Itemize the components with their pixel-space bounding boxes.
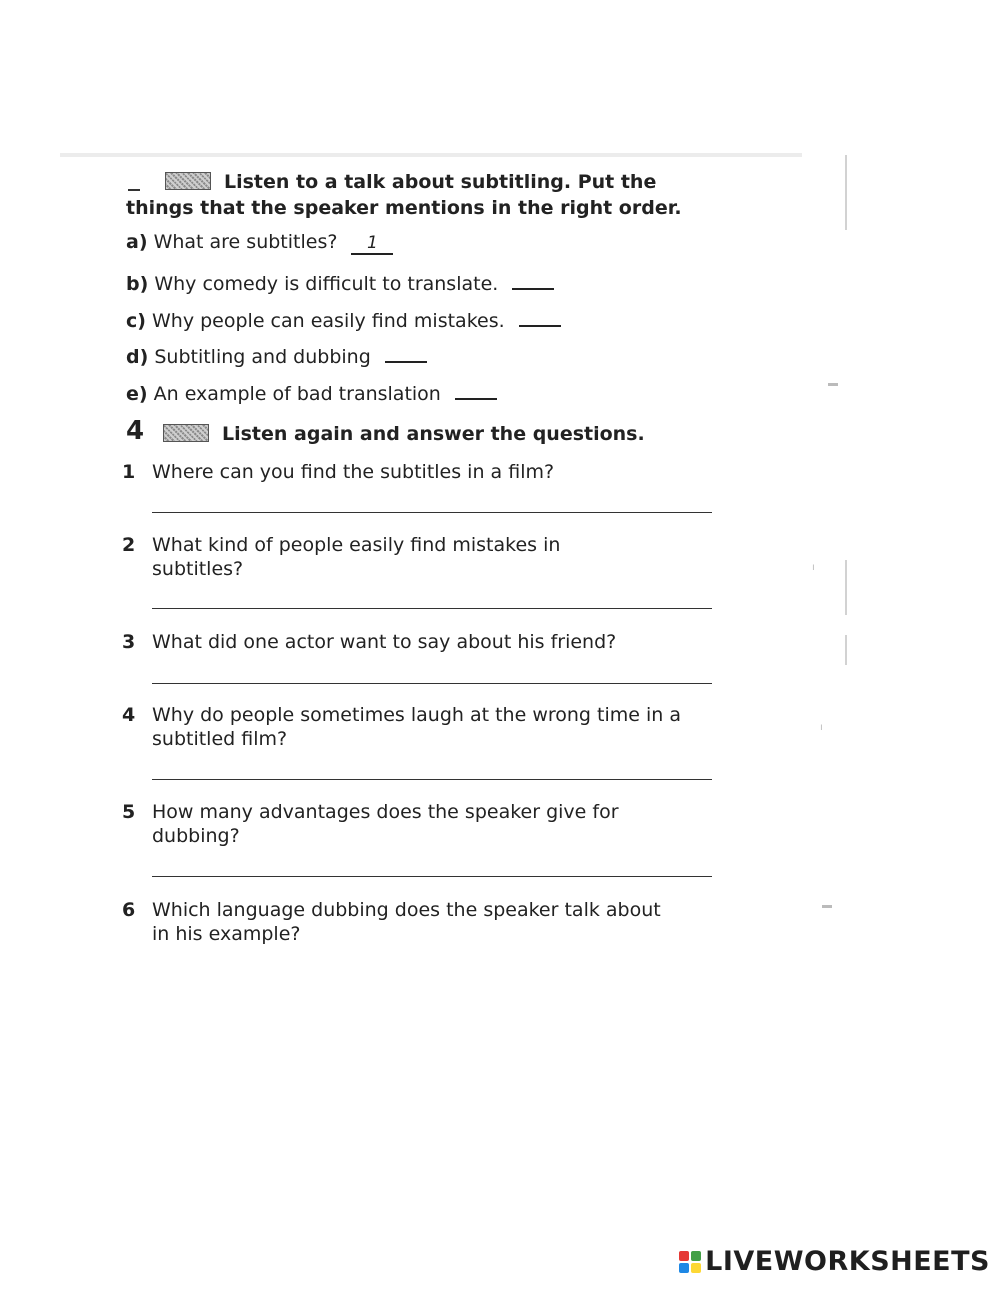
order-item-d: d) Subtitling and dubbing [126, 341, 427, 368]
order-answer-input-d[interactable] [385, 341, 427, 363]
scan-speck: ▬ [828, 378, 838, 389]
scan-speck: ı [812, 562, 815, 573]
worksheet-page: ▬ ı ı ▬ Listen to a talk about subtitling. Put the things that the speaker mentions in the right order. a) What are subtitles? 1 b) Why comedy is difficult to translate. c) Why people can easily find mistakes. d) Subtitling and dubbing e) An example of bad translation 4 Listen again and answer the questions. 1 Where can you find the subtitles in a film? 2 What kind of people easily find mistakes in subtitles? 3 What did one actor want to say about his friend? 4 Why do people sometimes laugh at the wrong time in a subtitled film? 5 How many advantages does the speaker give for dubbing? 6 Which language dubbing does the speaker talk about in his example? LIVEWORKSHEETS [0, 0, 1000, 1291]
scan-edge [60, 153, 802, 157]
liveworksheets-logo [679, 1246, 990, 1277]
answer-line-1[interactable] [152, 512, 712, 513]
order-answer-input-b[interactable] [512, 268, 554, 290]
logo-mark-icon [679, 1251, 701, 1273]
order-item-c: c) Why people can easily find mistakes. [126, 305, 561, 332]
order-item-b: b) Why comedy is difficult to translate. [126, 268, 554, 295]
exercise3-header-line2: things that the speaker mentions in the right order. [126, 197, 682, 219]
audio-track-icon [163, 424, 209, 442]
scan-artifact-line [845, 635, 847, 665]
scan-artifact-line [845, 560, 847, 615]
logo-text: LIVEWORKSHEETS [705, 1246, 990, 1277]
scan-speck: ı [820, 722, 823, 733]
answer-line-4[interactable] [152, 779, 712, 780]
exercise3-header: Listen to a talk about subtitling. Put the [224, 171, 657, 193]
scan-artifact-line [845, 155, 847, 230]
answer-line-2[interactable] [152, 608, 712, 609]
exercise-number-dash [128, 189, 140, 191]
order-item-e: e) An example of bad translation [126, 378, 497, 405]
exercise4-number: 4 [126, 416, 145, 446]
order-answer-input-e[interactable] [455, 378, 497, 400]
order-answer-input-c[interactable] [519, 305, 561, 327]
order-answer-input-a[interactable]: 1 [351, 233, 393, 255]
exercise4-header: Listen again and answer the questions. [222, 423, 645, 445]
order-item-a: a) What are subtitles? 1 [126, 231, 393, 255]
scan-speck: ▬ [822, 900, 832, 911]
answer-line-3[interactable] [152, 683, 712, 684]
answer-line-5[interactable] [152, 876, 712, 877]
audio-track-icon [165, 172, 211, 190]
